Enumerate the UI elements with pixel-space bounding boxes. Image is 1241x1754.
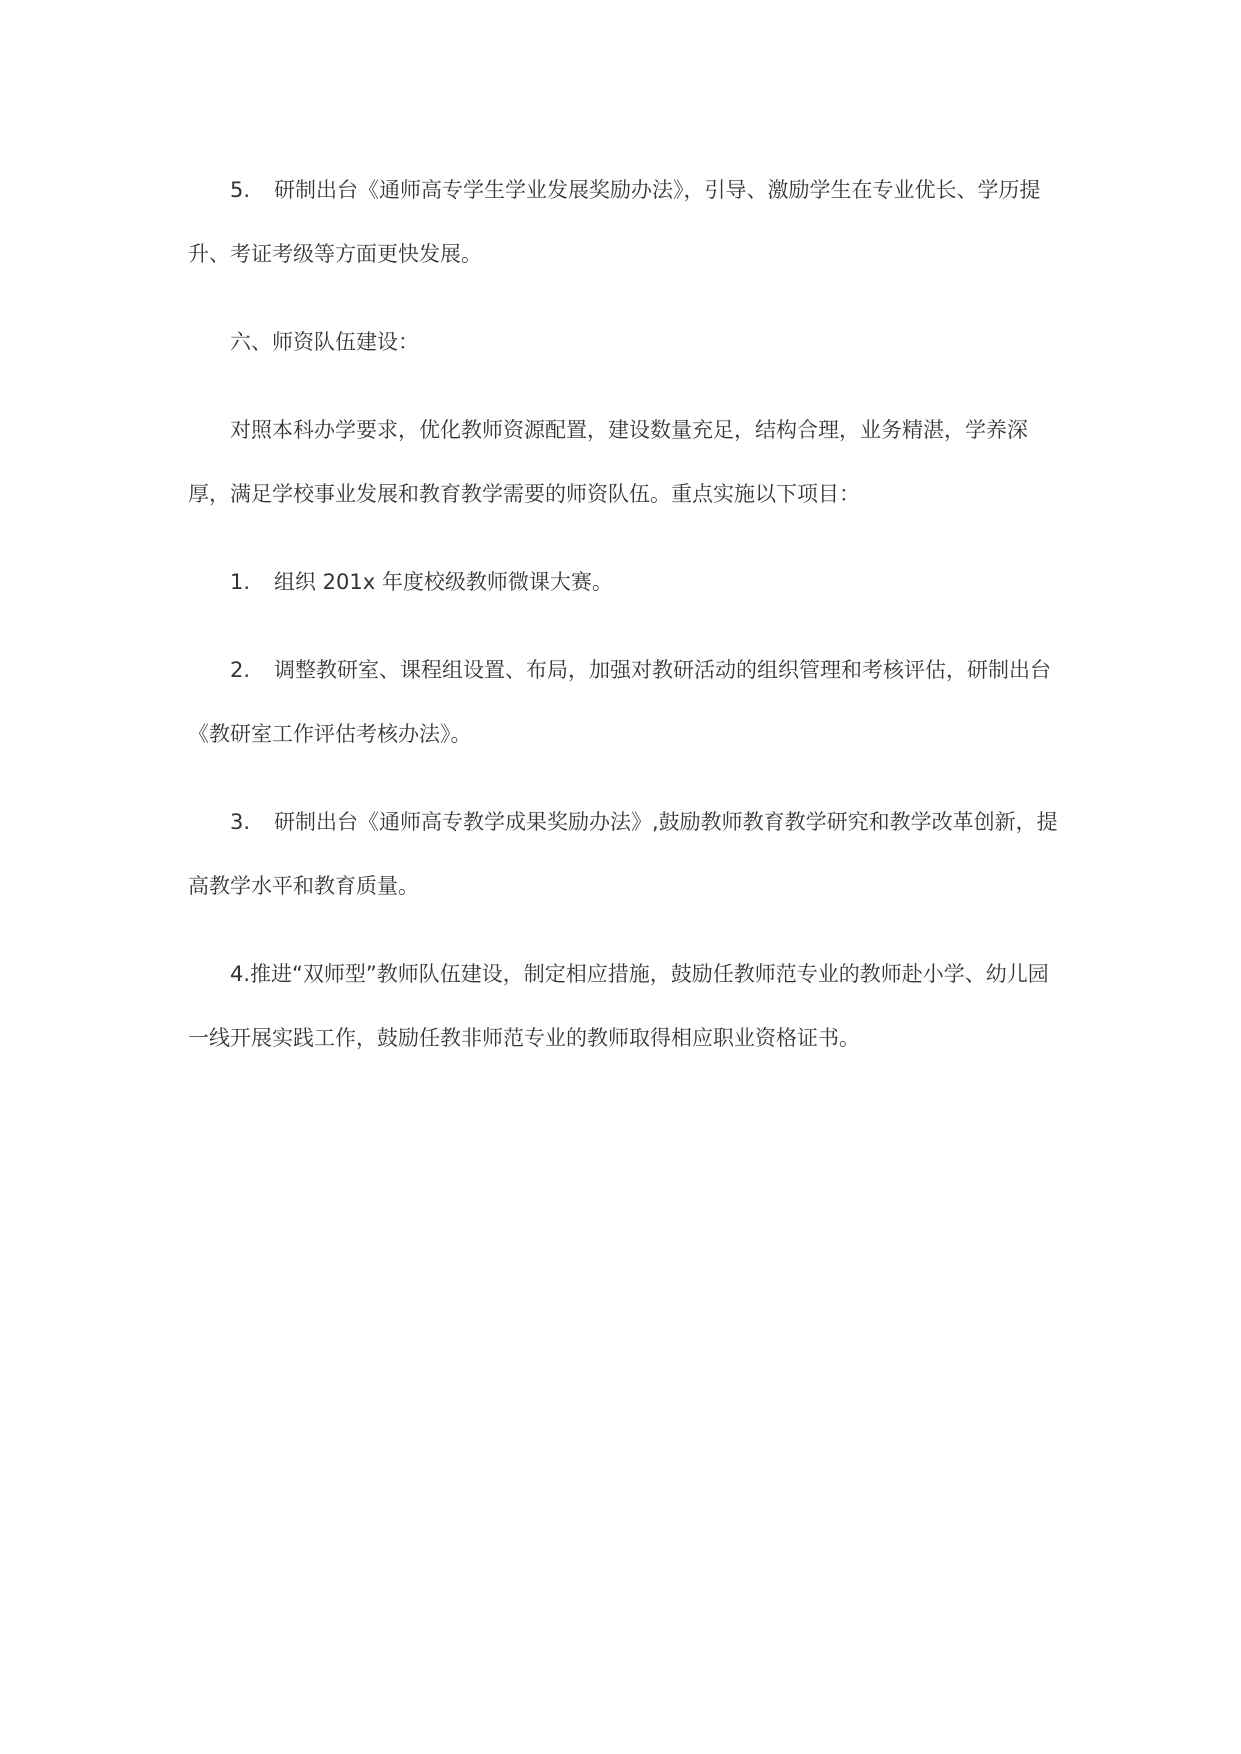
paragraph-intro <box>188 398 1068 526</box>
paragraph-item-2 <box>188 638 1068 766</box>
item-number: 1. <box>230 570 251 594</box>
paragraph-item-4 <box>188 942 1068 1070</box>
paragraph-text: 组织 201x 年度校级教师微课大赛。 <box>274 570 613 594</box>
paragraph-text: 调整教研室、课程组设置、布局，加强对教研活动的组织管理和考核评估，研制出台《教研室工作评估考核办法》。 <box>188 658 1051 746</box>
heading-text: 六、师资队伍建设： <box>230 330 419 354</box>
paragraph-text: 研制出台《通师高专学生学业发展奖励办法》，引导、激励学生在专业优长、学历提升、考证考级等方面更快发展。 <box>188 178 1041 266</box>
paragraph-item-3 <box>188 790 1068 918</box>
paragraph-text: 研制出台《通师高专教学成果奖励办法》,鼓励教师教育教学研究和教学改革创新，提高教学水平和教育质量。 <box>188 810 1058 898</box>
paragraph-text: 对照本科办学要求，优化教师资源配置，建设数量充足，结构合理，业务精湛，学养深厚，满足学校事业发展和教育教学需要的师资队伍。重点实施以下项目： <box>188 418 1028 506</box>
paragraph-text: 4.推进“双师型”教师队伍建设，制定相应措施，鼓励任教师范专业的教师赴小学、幼儿园一线开展实践工作，鼓励任教非师范专业的教师取得相应职业资格证书。 <box>188 962 1049 1050</box>
document-body <box>188 158 1068 1070</box>
paragraph-item-5 <box>188 158 1068 286</box>
item-number: 3. <box>230 810 251 834</box>
section-heading-6 <box>188 310 1068 374</box>
item-number: 5. <box>230 178 251 202</box>
item-number: 2. <box>230 658 251 682</box>
paragraph-item-1 <box>188 550 1068 614</box>
